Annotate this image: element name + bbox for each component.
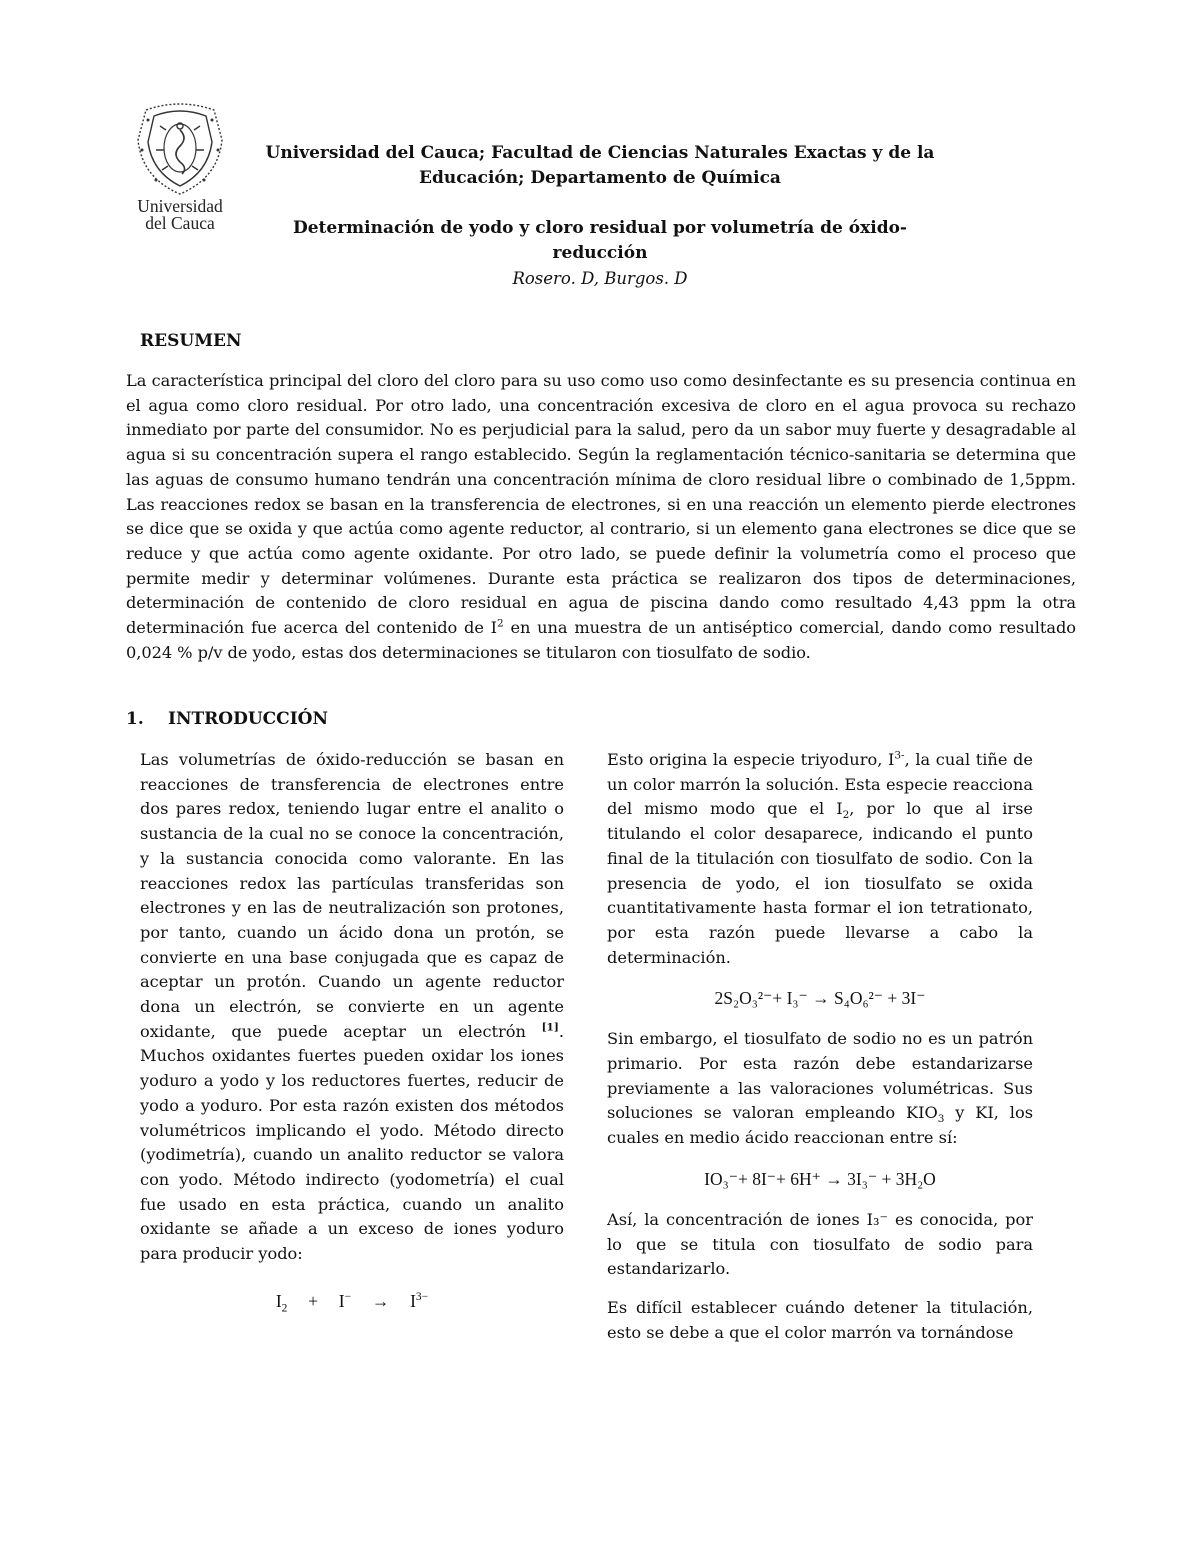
paper-title-line-2: reducción: [552, 243, 648, 263]
logo-line-2: del Cauca: [145, 213, 215, 233]
paper-title-line-1: Determinación de yodo y cloro residual por volumetría de óxido-: [293, 218, 907, 238]
intro-text-a: Las volumetrías de óxido-reducción se basan en reacciones de transferencia de electrones entre dos pares redox, teniendo lugar entre el analito o sustancia de la cual no se conoce la concentración, y la sustancia conocida como valorante. En las reacciones redox las partículas transferidas son electrones y en las de neutralización son protones, por tanto, cuando un ácido dona un protón, se convierte en una base conjugada que es capaz de aceptar un protón. Cuando un agente reductor dona un electrón, se convierte en un agente oxidante, que puede aceptar un electrón: [140, 750, 564, 1041]
equation-1: [140, 1290, 564, 1315]
intro-text-b: . Muchos oxidantes fuertes pueden oxidar los iones yoduro a yodo y los reductores fuertes, reducir de yodo a yoduro. Por esta razón existen dos métodos volumétricos implicando el yodo. Método directo (yodimetría), cuando un analito reductor se valora con yodo. Método indirecto (yodometría) el cual fue usado en esta práctica, cuando un analito oxidante se añade a un exceso de iones yoduro para producir yodo:: [140, 1021, 564, 1264]
abstract-part-b: en una muestra de un antiséptico comercial, dando como resultado 0,024 % p/v de yodo, estas dos determinaciones se titularon con tiosulfato de sodio.: [126, 618, 1076, 662]
right-p2-sub: 3: [937, 1113, 945, 1126]
eq1-plus: +: [308, 1290, 319, 1311]
right-paragraph-3: Así, la concentración de iones I₃⁻ es conocida, por lo que se titula con tiosulfato de sodio para estandarizarlo.: [607, 1209, 1033, 1279]
right-paragraph-1: [607, 748, 1033, 970]
right-p2-b: y KI, los cuales en medio ácido reaccionan entre sí:: [607, 1103, 1034, 1148]
institution-line-2: Educación; Departamento de Química: [419, 168, 781, 188]
eq1-iodide: I: [338, 1290, 345, 1311]
right-p2-a: Sin embargo, el tiosulfato de sodio no es un patrón primario. Por esta razón debe estandarizarse previamente a las valoraciones volumétricas. Sus soluciones se valoran empleando KIO: [607, 1029, 1033, 1123]
citation-1: [1]: [541, 1021, 559, 1034]
intro-paragraph: [140, 748, 564, 1267]
right-p1-a: Esto origina la especie triyoduro, I: [607, 750, 895, 769]
resumen-heading: RESUMEN: [140, 331, 242, 351]
abstract-sup: 2: [497, 617, 504, 630]
university-seal-icon: [126, 100, 234, 198]
authors: Rosero. D, Burgos. D: [512, 269, 688, 288]
right-p1-sup: 3-: [894, 749, 905, 762]
eq1-iodine: I: [275, 1290, 282, 1311]
abstract-part-a: La característica principal del cloro del cloro para su uso como uso como desinfectante es su presencia continua en el agua como cloro residual. Por otro lado, una concentración excesiva de cloro en el agua provoca su rechazo inmediato por parte del consumidor. No es perjudicial para la salud, pero da un sabor muy fuerte y desagradable al agua si su concentración supera el rango establecido. Según la reglamentación técnico-sanitaria se determina que las aguas de consumo humano tendrán una concentración mínima de cloro residual libre o combinado de 1,5ppm. Las reacciones redox se basan en la transferencia de electrones, si en una reacción un elemento pierde electrones se dice que se oxida y que actúa como agente reductor, al contrario, si un elemento gana electrones se dice que se reduce y que actúa como agente oxidante. Por otro lado, se puede definir la volumetría como el proceso que permite medir y determinar volúmenes. Durante esta práctica se realizaron dos tipos de determinaciones, determinación de contenido de cloro residual en agua de piscina dando como resultado 4,43 ppm la otra determinación fue acerca del contenido de I: [126, 371, 1076, 638]
eq1-triiodide-sup: 3−: [415, 1290, 429, 1303]
eq1-iodide-sup: −: [344, 1290, 352, 1303]
intro-heading-number: 1.: [126, 709, 144, 729]
right-column: [607, 748, 1033, 1345]
logo-line-1: Universidad: [137, 196, 223, 216]
equation-3: IO₃⁻+ 8I⁻+ 6H⁺ → 3I₃⁻ + 3H₂O: [704, 1168, 936, 1189]
right-paragraph-2: [607, 1027, 1033, 1151]
right-paragraph-4: Es difícil establecer cuándo detener la titulación, esto se debe a que el color marrón va tornándose: [607, 1297, 1033, 1342]
right-p1-c: , por lo que al irse titulando el color desaparece, indicando el punto final de la titulación con tiosulfato de sodio. Con la presencia de yodo, el ion tiosulfato se oxida cuantitativamente hasta formar el ion tetrationato, por esta razón puede llevarse a cabo la determinación.: [607, 799, 1034, 967]
eq1-triiodide: I: [410, 1290, 416, 1311]
abstract-text: [126, 369, 1076, 665]
eq1-arrow: →: [371, 1290, 390, 1311]
equation-2: 2S₂O₃²⁻+ I₃⁻ → S₄O₆²⁻ + 3I⁻: [714, 988, 926, 1009]
eq1-iodine-sub: 2: [281, 1302, 288, 1315]
right-p1-b: , la cual tiñe de un color marrón la solución. Esta especie reacciona del mismo modo que el I: [607, 750, 1033, 819]
intro-heading: INTRODUCCIÓN: [168, 709, 329, 729]
left-column: [140, 748, 564, 1315]
paragraph-gap: [607, 1282, 1033, 1296]
institution-line-1: Universidad del Cauca; Facultad de Ciencias Naturales Exactas y de la: [265, 143, 935, 163]
right-p1-sub: 2: [842, 809, 850, 822]
university-logo: [126, 100, 234, 240]
